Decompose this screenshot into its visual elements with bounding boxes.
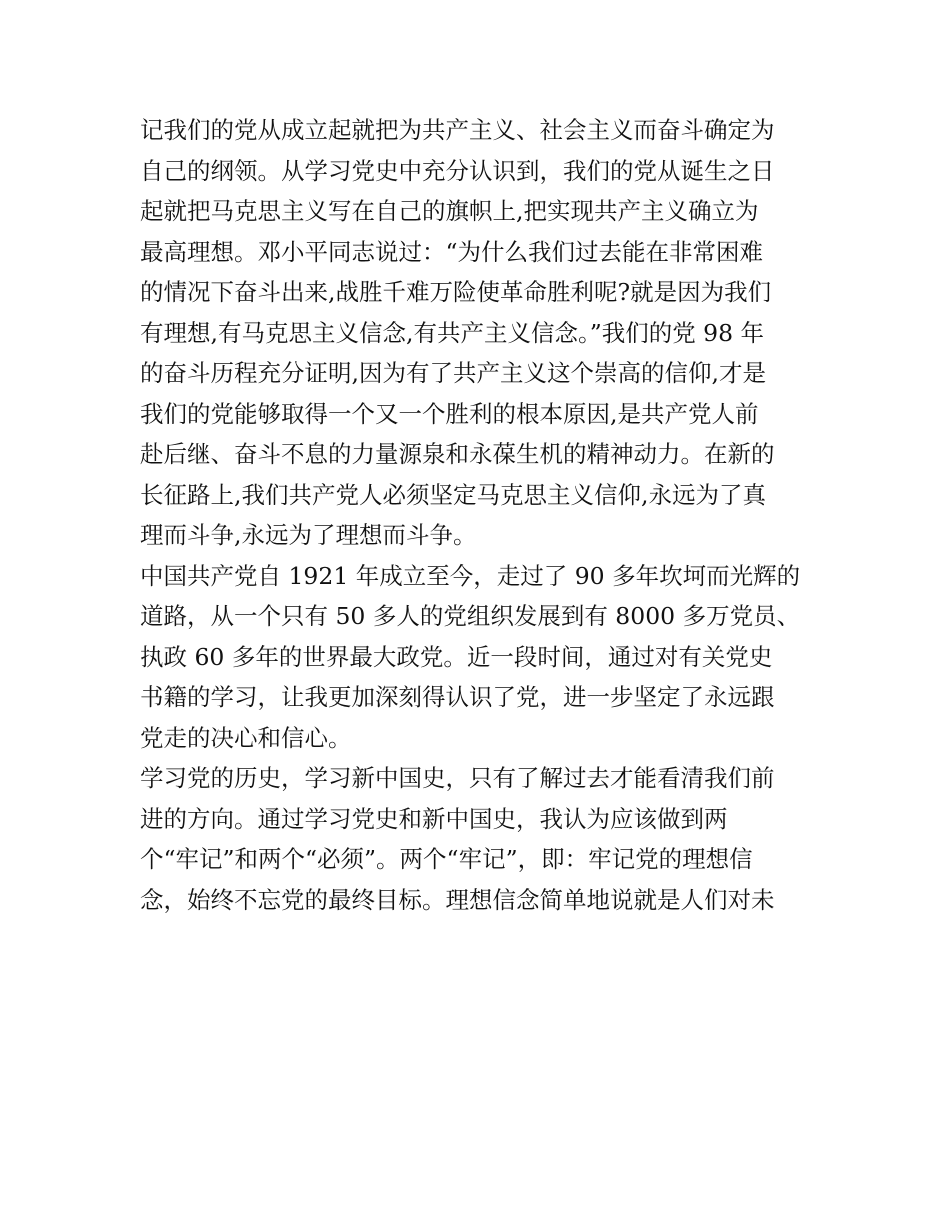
text-line: 赴后继、奋斗不息的力量源泉和永葆生机的精神动力。在新的 — [140, 440, 775, 468]
text-line: 理而斗争,永远为了理想而斗争。 — [140, 521, 477, 549]
text-line: 执政 60 多年的世界最大政党。近一段时间，通过对有关党史 — [140, 642, 773, 671]
text-line: 最高理想。邓小平同志说过：“为什么我们过去能在非常困难 — [140, 237, 764, 266]
paragraph-3 — [140, 758, 816, 920]
text-line: 自己的纲领。从学习党史中充分认识到，我们的党从诞生之日 — [140, 156, 775, 185]
text-line: 的奋斗历程充分证明,因为有了共产主义这个崇高的信仰,才是 — [140, 359, 766, 387]
text-line: 有理想,有马克思主义信念,有共产主义信念。”我们的党 98 年 — [140, 318, 765, 347]
text-line: 念，始终不忘党的最终目标。理想信念简单地说就是人们对未 — [140, 885, 775, 914]
text-line: 起就把马克思主义写在自己的旗帜上,把实现共产主义确立为 — [140, 197, 759, 225]
paragraph-1 — [140, 110, 816, 556]
paragraph-2 — [140, 556, 816, 759]
document-body — [140, 110, 816, 920]
text-line: 记我们的党从成立起就把为共产主义、社会主义而奋斗确定为 — [140, 116, 775, 144]
text-line: 中国共产党自 1921 年成立至今，走过了 90 多年坎坷而光辉的 — [140, 561, 801, 590]
text-line: 的情况下奋斗出来,战胜千难万险使革命胜利呢?就是因为我们 — [140, 278, 772, 306]
text-line: 党走的决心和信心。 — [140, 723, 352, 752]
text-line: 书籍的学习，让我更加深刻得认识了党，进一步坚定了永远跟 — [140, 683, 775, 711]
text-line: 进的方向。通过学习党史和新中国史，我认为应该做到两 — [140, 804, 728, 833]
text-line: 我们的党能够取得一个又一个胜利的根本原因,是共产党人前 — [140, 399, 759, 428]
text-line: 道路，从一个只有 50 多人的党组织发展到有 8000 多万党员、 — [140, 602, 801, 630]
text-line: 个“牢记”和两个“必须”。两个“牢记”，即：牢记党的理想信 — [140, 845, 753, 873]
text-line: 长征路上,我们共产党人必须坚定马克思主义信仰,永远为了真 — [140, 480, 766, 509]
text-line: 学习党的历史，学习新中国史，只有了解过去才能看清我们前 — [140, 764, 775, 792]
